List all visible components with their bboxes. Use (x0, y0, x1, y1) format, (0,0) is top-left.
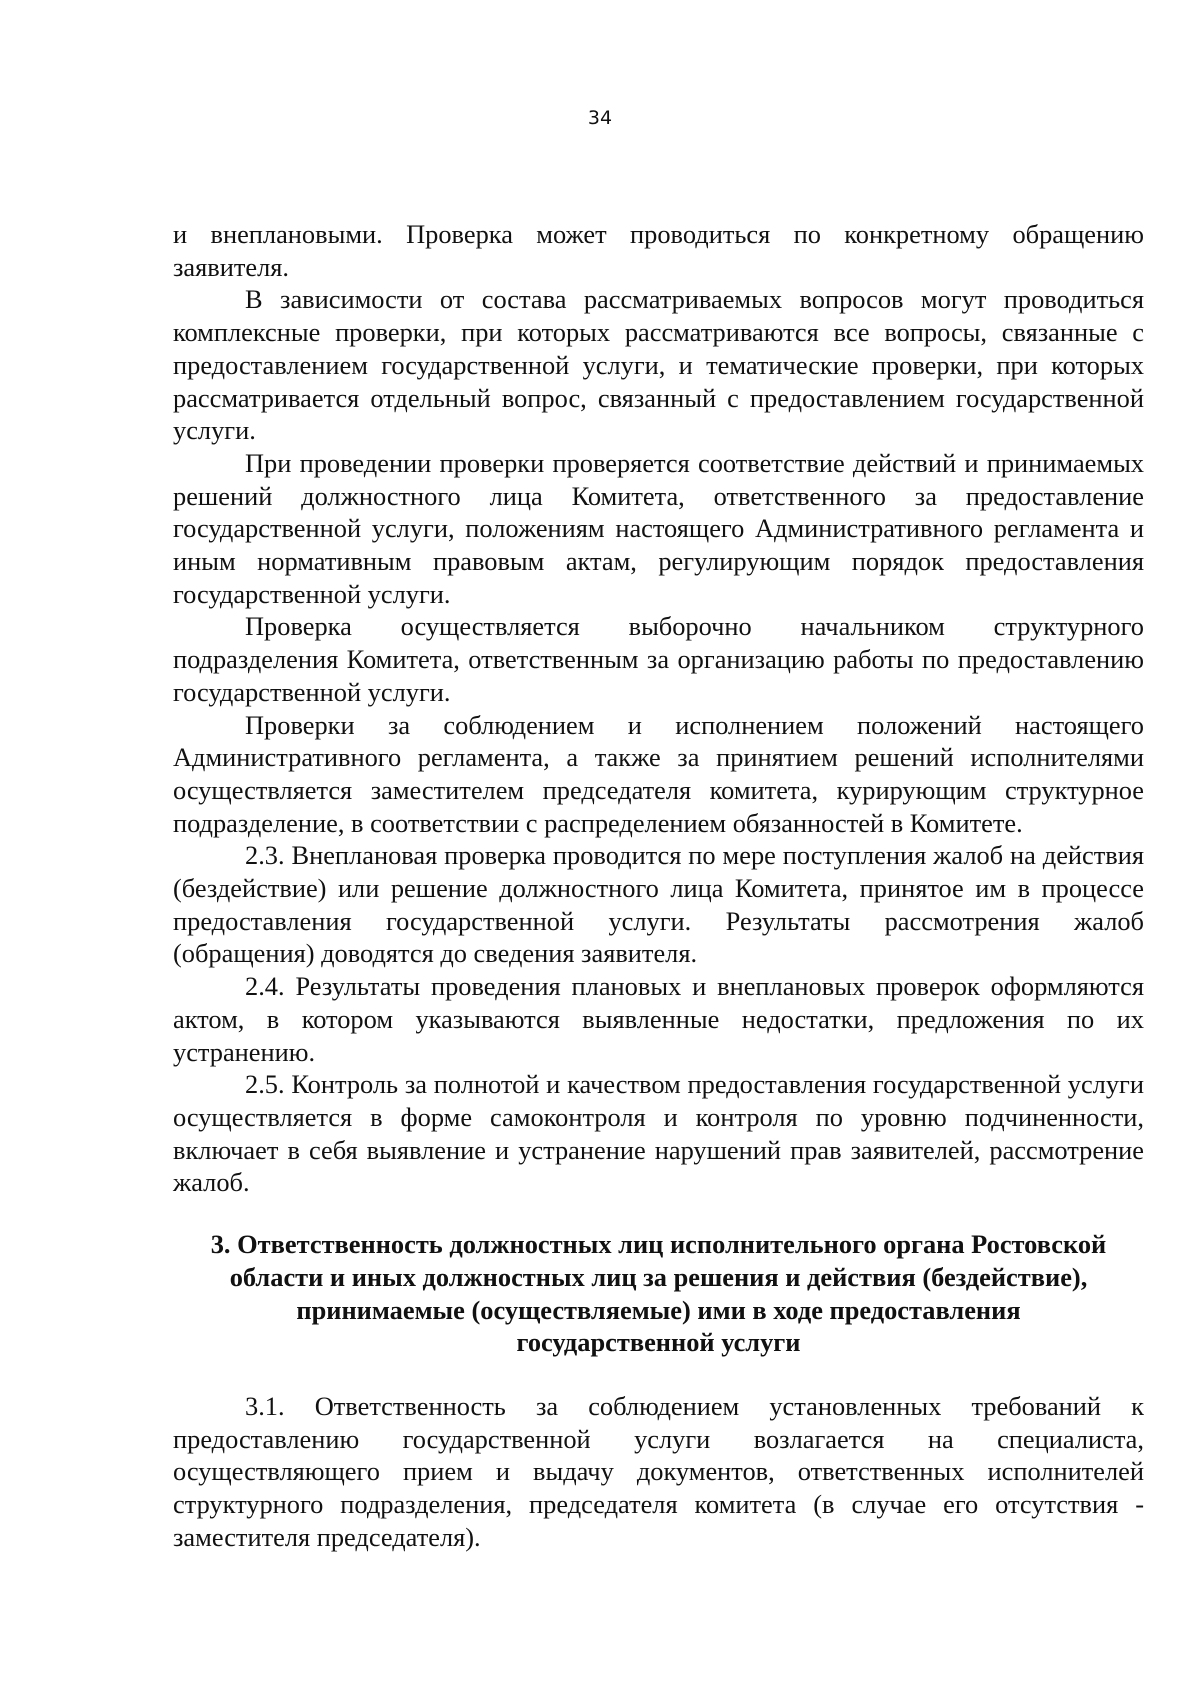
paragraph: и внеплановыми. Проверка может проводиться по конкретному обращению заявителя. (173, 219, 1144, 282)
paragraph: 2.3. Внеплановая проверка проводится по мере поступления жалоб на действия (бездействие) или решение должностного лица Комитета, принятое им в процессе предоставления государственной услуги. Результаты рассмотрения жалоб (обращения) доводятся до сведения заявителя. (173, 840, 1144, 969)
document-body (173, 218, 1144, 1553)
paragraph: 3.1. Ответственность за соблюдением установленных требований к предоставлению государственной услуги возлагается на специалиста, осуществляющего прием и выдачу документов, ответственных исполнителей структурного подразделения, председателя комитета (в случае его отсутствия - заместителя председателя). (173, 1390, 1144, 1552)
section-heading-line: области и иных должностных лиц за решения и действия (бездействие), (229, 1261, 1088, 1292)
paragraph: 2.5. Контроль за полнотой и качеством предоставления государственной услуги осуществляется в форме самоконтроля и контроля по уровню подчиненности, включает в себя выявление и устранение нарушений прав заявителей, рассмотрение жалоб. (173, 1069, 1144, 1198)
section-heading-line: принимаемые (осуществляемые) ими в ходе предоставления (296, 1294, 1021, 1325)
page-number: 34 (587, 107, 613, 129)
paragraph: При проведении проверки проверяется соответствие действий и принимаемых решений должностного лица Комитета, ответственного за предоставление государственной услуги, положениям настоящего Административного регламента и иным нормативным правовым актам, регулирующим порядок предоставления государственной услуги. (173, 447, 1144, 609)
paragraph: 2.4. Результаты проведения плановых и внеплановых проверок оформляются актом, в котором указываются выявленные недостатки, предложения по их устранению. (173, 971, 1144, 1067)
paragraph: Проверка осуществляется выборочно начальником структурного подразделения Комитета, ответственным за организацию работы по предоставлению государственной услуги. (173, 611, 1144, 707)
paragraph: В зависимости от состава рассматриваемых вопросов могут проводиться комплексные проверки, при которых рассматриваются все вопросы, связанные с предоставлением государственной услуги, и тематические проверки, при которых рассматривается отдельный вопрос, связанный с предоставлением государственной услуги. (173, 284, 1144, 446)
section-heading-line: государственной услуги (516, 1327, 801, 1358)
section-heading (173, 1228, 1144, 1359)
paragraph: Проверки за соблюдением и исполнением положений настоящего Административного регламента, а также за принятием решений исполнителями осуществляется заместителем председателя комитета, курирующим структурное подразделение, в соответствии с распределением обязанностей в Комитете. (173, 709, 1144, 838)
section-heading-line: 3. Ответственность должностных лиц исполнительного органа Ростовской (210, 1229, 1107, 1260)
